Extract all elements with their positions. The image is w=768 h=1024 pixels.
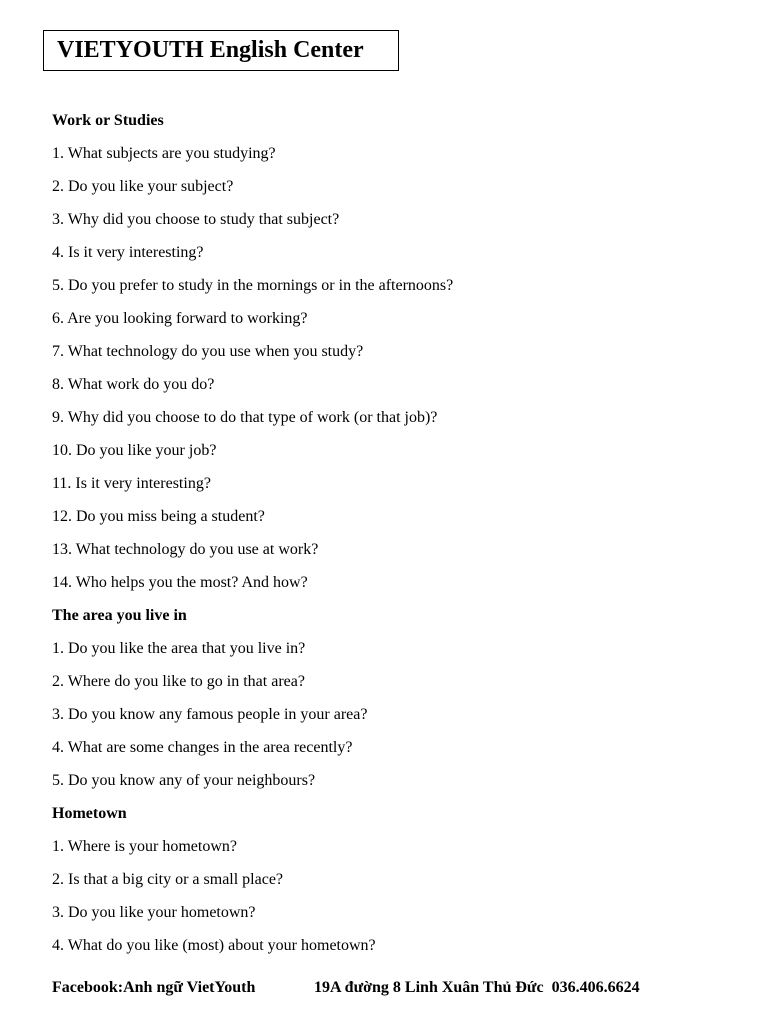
question-item: 9. Why did you choose to do that type of work (or that job)? [52,409,438,426]
question-item: 7. What technology do you use when you study? [52,343,364,360]
question-item: 11. Is it very interesting? [52,475,211,492]
question-item: 1. Where is your hometown? [52,838,237,855]
question-item: 14. Who helps you the most? And how? [52,574,308,591]
section-heading-hometown: Hometown [52,805,127,822]
question-item: 1. Do you like the area that you live in? [52,640,306,657]
question-item: 5. Do you prefer to study in the mornings or in the afternoons? [52,277,454,294]
section-heading-area-you-live-in: The area you live in [52,607,187,624]
question-item: 10. Do you like your job? [52,442,217,459]
question-item: 3. Do you know any famous people in your area? [52,706,368,723]
footer-address: 19A đường 8 Linh Xuân Thủ Đức 036.406.6624 [314,979,640,996]
footer-facebook: Facebook:Anh ngữ VietYouth [52,979,256,996]
question-item: 3. Do you like your hometown? [52,904,256,921]
question-item: 12. Do you miss being a student? [52,508,265,525]
question-item: 6. Are you looking forward to working? [52,310,308,327]
question-item: 2. Where do you like to go in that area? [52,673,305,690]
question-item: 5. Do you know any of your neighbours? [52,772,316,789]
page-title: VIETYOUTH English Center [57,37,364,63]
question-item: 13. What technology do you use at work? [52,541,319,558]
question-item: 4. Is it very interesting? [52,244,204,261]
title-box [43,30,399,71]
question-item: 2. Do you like your subject? [52,178,234,195]
question-item: 2. Is that a big city or a small place? [52,871,284,888]
section-heading-work-or-studies: Work or Studies [52,112,164,129]
page-footer [0,978,768,998]
question-item: 8. What work do you do? [52,376,215,393]
question-item: 3. Why did you choose to study that subject? [52,211,340,228]
document-body [52,104,453,962]
question-item: 4. What do you like (most) about your hometown? [52,937,376,954]
question-item: 1. What subjects are you studying? [52,145,276,162]
question-item: 4. What are some changes in the area recently? [52,739,353,756]
